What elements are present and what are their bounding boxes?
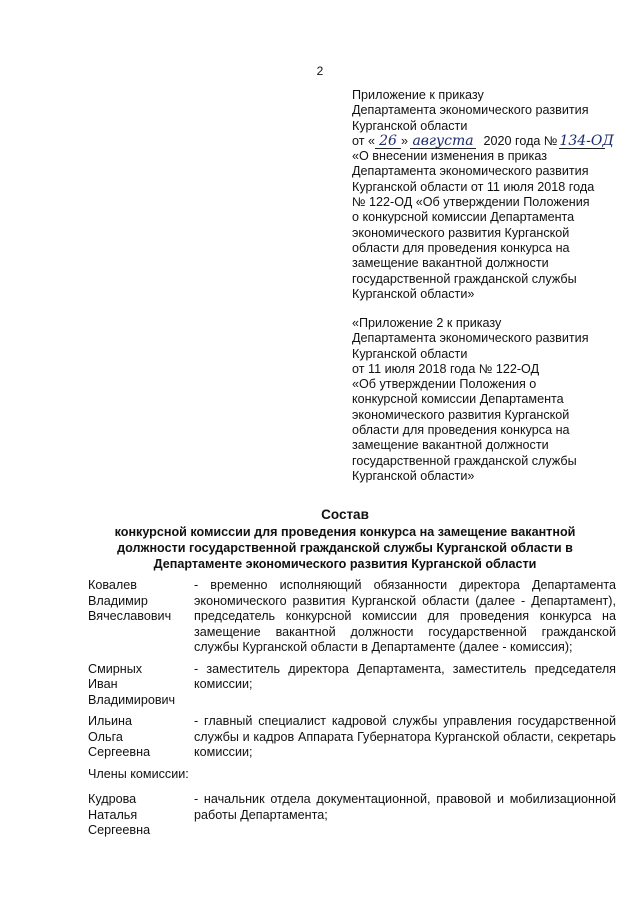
annex-line: Курганской области»: [352, 468, 475, 483]
annex-line: Курганской области»: [352, 286, 475, 301]
annex-header-2: [352, 316, 614, 484]
member-row: [88, 662, 616, 709]
annex-date-line: [352, 134, 614, 149]
surname: Ильина: [88, 714, 132, 728]
annex-line: от 11 июля 2018 года № 122-ОД: [352, 361, 540, 376]
annex-line: о конкурсной комиссии Департамента: [352, 210, 575, 225]
year-text: 2020 года №: [483, 133, 558, 148]
annex-line: Департамента экономического развития: [352, 164, 589, 179]
annex-line: экономического развития Курганской: [352, 225, 570, 240]
annex-line: области для проведения конкурса на: [352, 423, 570, 438]
annex-line: Курганской области: [352, 346, 468, 361]
annex-line: Департамента экономического развития: [352, 103, 589, 118]
title-line: Департаменте экономического развития Курганской области: [153, 557, 537, 571]
member-row: [88, 792, 616, 839]
surname: Ковалев: [88, 578, 137, 592]
annex-line: «Приложение 2 к приказу: [352, 316, 502, 330]
annex-line: «Об утверждении Положения о: [352, 377, 537, 392]
commission-members: [88, 578, 616, 845]
annex-line: государственной гражданской службы: [352, 453, 577, 468]
annex-line: государственной гражданской службы: [352, 271, 577, 286]
member-position: - временно исполняющий обязанности директора Департамента экономического развития Курганской области (далее - Департамент), председатель конкурсной комиссии для проведения конкурса на замещение вакантной должности государственной гражданской службы Курганской области в Департаменте (далее - комиссия);: [194, 578, 616, 654]
annex-header-1: [352, 88, 614, 302]
handwritten-month: августа: [410, 135, 476, 149]
date-mid: »: [401, 133, 409, 148]
member-position: - заместитель директора Департамента, заместитель председателя комиссии;: [194, 661, 616, 691]
member-position: - начальник отдела документационной, правовой и мобилизационной работы Департамента;: [194, 792, 616, 822]
annex-line: «О внесении изменения в приказ: [352, 149, 547, 164]
member-name: [88, 578, 194, 656]
annex-line: № 122-ОД «Об утверждении Положения: [352, 195, 590, 210]
first-name: Владимир: [88, 593, 148, 608]
document-title: [60, 507, 630, 572]
member-row: [88, 714, 616, 761]
annex-line: Курганской области от 11 июля 2018 года: [352, 179, 595, 194]
patronymic: Владимирович: [88, 692, 176, 707]
member-position: - главный специалист кадровой службы управления государственной службы и кадров Аппарата Губернатора Курганской области, секретарь комиссии;: [194, 714, 616, 759]
surname: Смирных: [88, 661, 143, 676]
title-line: должности государственной гражданской службы Курганской области в: [117, 541, 573, 555]
first-name: Наталья: [88, 807, 138, 822]
member-row: [88, 578, 616, 656]
annex-line: конкурсной комиссии Департамента: [352, 392, 564, 407]
section-label: Члены комиссии:: [88, 766, 189, 781]
annex-line: замещение вакантной должности: [352, 256, 549, 271]
member-name: [88, 792, 194, 839]
annex-line: Приложение к приказу: [352, 88, 484, 102]
patronymic: Вячеславович: [88, 609, 172, 623]
annex-line: области для проведения конкурса на: [352, 240, 570, 255]
surname: Кудрова: [88, 792, 137, 806]
page-number: 2: [316, 64, 324, 78]
annex-line: Департамента экономического развития: [352, 331, 589, 346]
title-main: Состав: [321, 507, 369, 522]
annex-line: замещение вакантной должности: [352, 438, 549, 453]
first-name: Иван: [88, 677, 118, 691]
annex-line: Курганской области: [352, 118, 468, 133]
title-line: конкурсной комиссии для проведения конкурса на замещение вакантной: [114, 525, 576, 539]
first-name: Ольга: [88, 729, 123, 744]
annex-line: экономического развития Курганской: [352, 407, 570, 422]
handwritten-day: 26: [375, 135, 401, 149]
patronymic: Сергеевна: [88, 745, 151, 759]
member-name: [88, 662, 194, 709]
patronymic: Сергеевна: [88, 823, 151, 837]
handwritten-number: 134-ОД: [559, 132, 614, 149]
date-prefix: от «: [352, 133, 375, 148]
member-name: [88, 714, 194, 761]
